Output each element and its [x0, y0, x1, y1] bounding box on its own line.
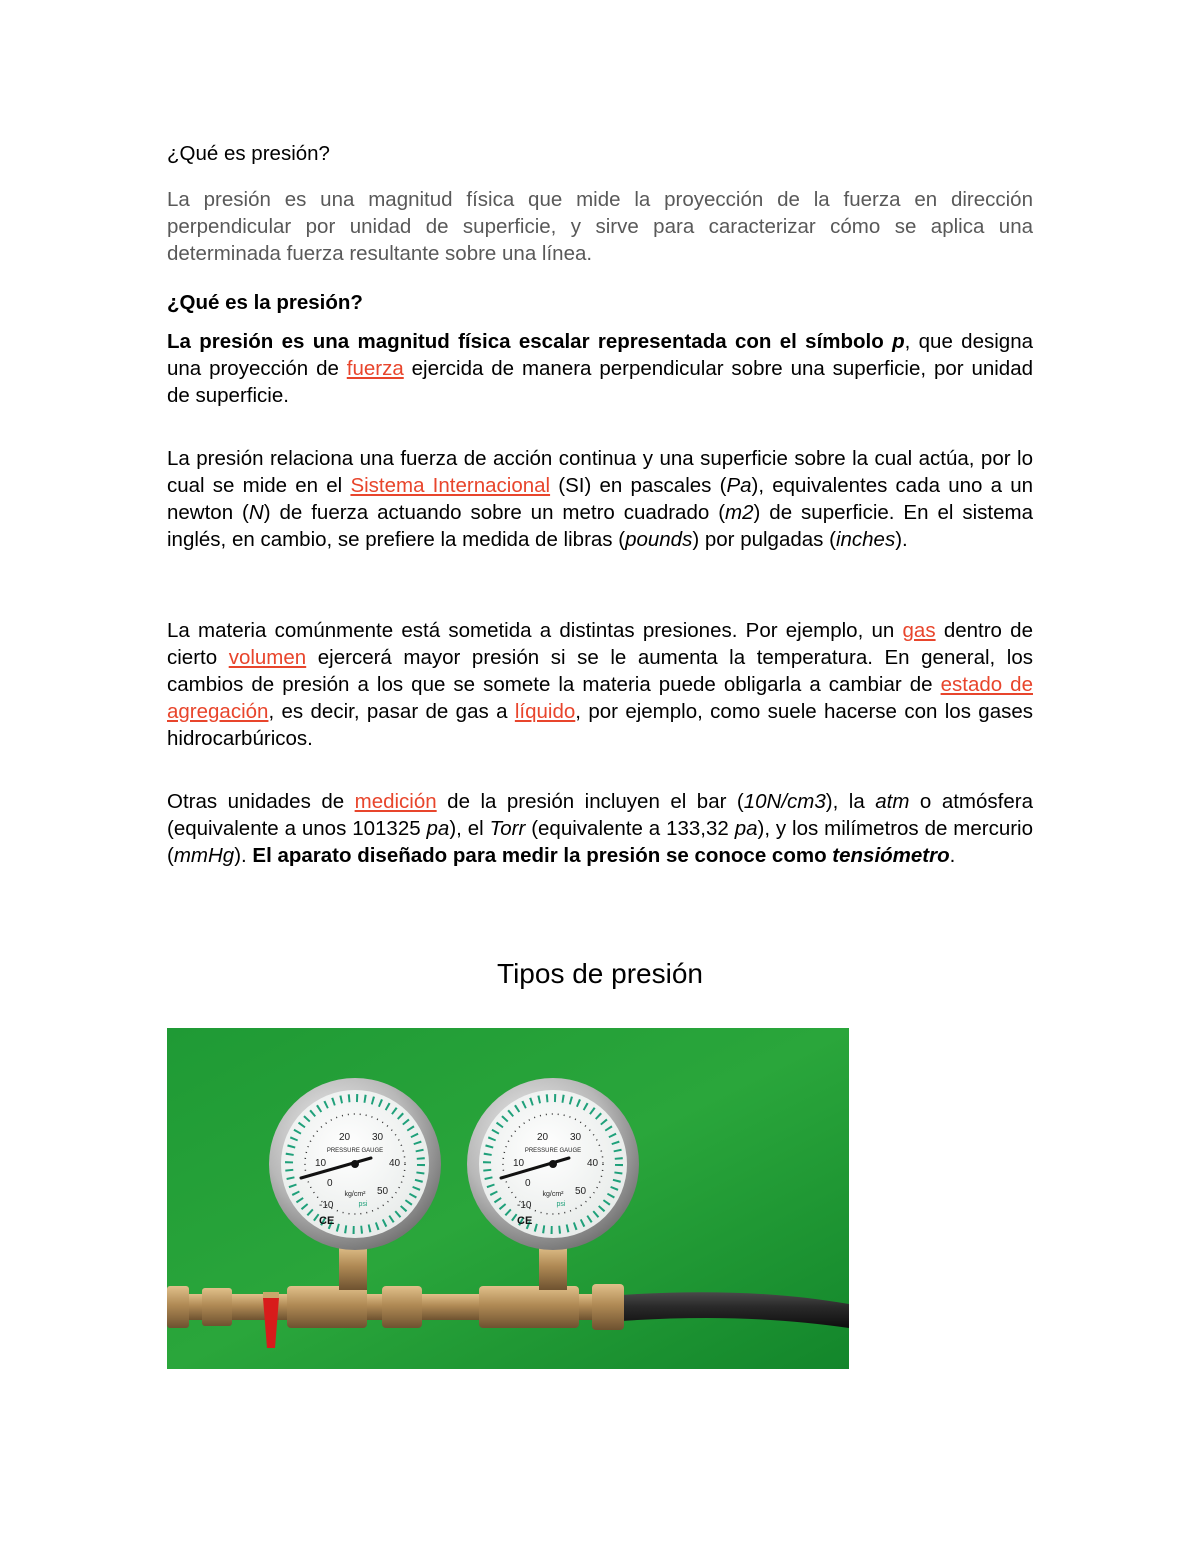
pipe-fitting	[382, 1286, 422, 1328]
section-title-tipos-de-presion: Tipos de presión	[497, 958, 703, 989]
ce-mark: CE	[517, 1215, 533, 1227]
tee-fitting-left	[287, 1286, 367, 1328]
hose-coupling	[592, 1284, 624, 1330]
gauge-unit: psi	[358, 1201, 368, 1208]
tick-label: 40	[389, 1158, 401, 1169]
tick-label: 20	[339, 1132, 351, 1143]
pressure-gauge-right	[467, 1078, 639, 1250]
ce-mark: CE	[319, 1215, 335, 1227]
link-fuerza[interactable]: fuerza	[346, 357, 404, 380]
paragraph-simbolo: La presión es una magnitud física escalar representada con el símbolo p, que designa una proyección de fuerza ejercida de manera perpendicular sobre una superficie, por unidad de superficie.	[167, 330, 1034, 407]
heading-que-es-la-presion: ¿Qué es la presión?	[167, 291, 363, 314]
tick-label: 50	[575, 1186, 587, 1197]
tick-label: 50	[377, 1186, 389, 1197]
paragraph-materia: La materia comúnmente está sometida a distintas presiones. Por ejemplo, un gas dentro de cierto volumen ejercerá mayor presión si se le aumenta la temperatura. En general, los cambios de presión a los que se somete la materia puede obligarla a cambiar de estado de agregación, es decir, pasar de gas a líquido, por ejemplo, como suele hacerse con los gases hidrocarbúricos.	[167, 619, 1034, 750]
link-sistema-internacional[interactable]: Sistema Internacional	[350, 474, 551, 497]
tick-label: 10	[315, 1158, 327, 1169]
tick-label: 30	[372, 1132, 384, 1143]
tick-label: 20	[537, 1132, 549, 1143]
pressure-gauge-left	[269, 1078, 441, 1250]
gauge-stem-right	[539, 1246, 567, 1290]
pipe-fitting	[202, 1288, 232, 1326]
tick-label: -10	[319, 1200, 334, 1211]
tee-fitting-right	[479, 1286, 579, 1328]
link-gas[interactable]: gas	[902, 619, 936, 642]
paragraph-otras-unidades: Otras unidades de medición de la presión incluyen el bar (10N/cm3), la atm o atmósfera (equivalente a unos 101325 pa), el Torr (equivalente a 133,32 pa), y los milímetros de mercurio (mmHg). El aparato diseñado para medir la presión se conoce como tensiómetro.	[167, 790, 1034, 867]
tick-label: 0	[327, 1178, 333, 1189]
tick-label: 40	[587, 1158, 599, 1169]
tick-label: 30	[570, 1132, 582, 1143]
gauge-label: PRESSURE GAUGE	[326, 1148, 384, 1154]
link-liquido[interactable]: líquido	[514, 700, 576, 723]
pressure-gauges-photo	[167, 1028, 849, 1369]
tick-label: 0	[525, 1178, 531, 1189]
link-estado-de-agregacion[interactable]: estado de agregación	[167, 673, 1033, 723]
gauge-unit: kg/cm²	[344, 1191, 366, 1198]
link-medicion[interactable]: medición	[354, 790, 437, 813]
gauge-stem-left	[339, 1246, 367, 1290]
pipe-fitting-left	[167, 1286, 189, 1328]
heading-que-es-presion: ¿Qué es presión?	[167, 142, 330, 165]
paragraph-unidades-si: La presión relaciona una fuerza de acción continua y una superficie sobre la cual actúa, por lo cual se mide en el Sistema Internacional (SI) en pascales (Pa), equivalentes cada uno a un newton (N) de fuerza actuando sobre un metro cuadrado (m2) de superficie. En el sistema inglés, en cambio, se prefiere la medida de libras (pounds) por pulgadas (inches).	[167, 447, 1033, 551]
gauge-unit: psi	[556, 1201, 566, 1208]
paragraph-definicion: La presión es una magnitud física que mide la proyección de la fuerza en dirección perpendicular por unidad de superficie, y sirve para caracterizar cómo se aplica una determinada fuerza resultante sobre una línea.	[167, 188, 1033, 265]
gauge-label: PRESSURE GAUGE	[524, 1148, 582, 1154]
gauge-unit: kg/cm²	[542, 1191, 564, 1198]
link-volumen[interactable]: volumen	[228, 646, 307, 669]
tick-label: -10	[517, 1200, 532, 1211]
tick-label: 10	[513, 1158, 525, 1169]
